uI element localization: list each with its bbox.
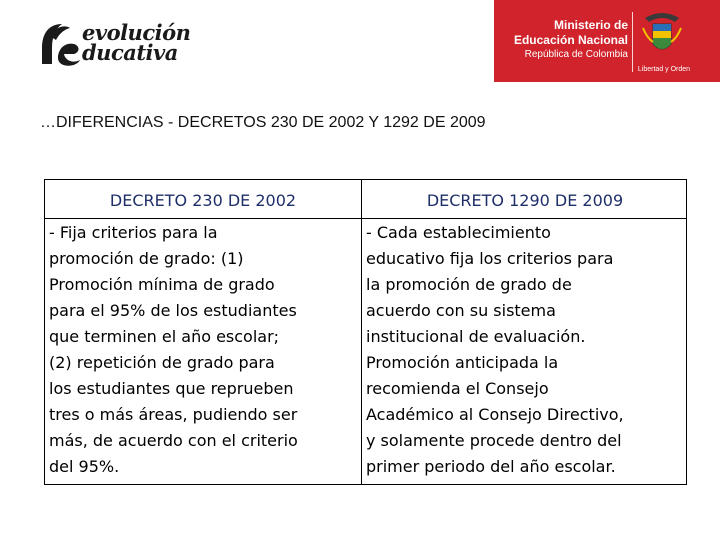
cell-line: primer periodo del año escolar. — [366, 457, 616, 476]
column-divider — [361, 180, 362, 484]
cell-line: para el 95% de los estudiantes — [49, 301, 297, 320]
cell-line: Académico al Consejo Directivo, — [366, 405, 624, 424]
cell-line: promoción de grado: (1) — [49, 249, 244, 268]
logo-text-line2: ducativa — [82, 40, 178, 65]
revolucion-educativa-logo — [36, 14, 196, 70]
cell-line: Promoción mínima de grado — [49, 275, 275, 294]
header — [0, 0, 720, 90]
column-header-decreto-1290: DECRETO 1290 DE 2009 — [426, 191, 624, 210]
ministry-divider — [632, 12, 633, 72]
cell-decreto-1290 — [366, 220, 684, 480]
ministry-text — [502, 18, 628, 62]
slide-title: …DIFERENCIAS - DECRETOS 230 DE 2002 Y 1292 DE 2009 — [40, 114, 486, 131]
cell-line: la promoción de grado de — [366, 275, 572, 294]
cell-line: Promoción anticipada la — [366, 353, 559, 372]
cell-decreto-230 — [49, 220, 359, 480]
cell-line: más, de acuerdo con el criterio — [49, 431, 298, 450]
ministry-line2: Educación Nacional — [513, 33, 628, 47]
colombia-coat-of-arms-icon — [641, 8, 683, 60]
cell-line: y solamente procede dentro del — [366, 431, 622, 450]
cell-line: los estudiantes que reprueben — [49, 379, 294, 398]
ministry-line3: República de Colombia — [524, 49, 628, 60]
seal-caption: Libertad y Orden — [637, 66, 691, 73]
cell-line: que terminen el año escolar; — [49, 327, 280, 346]
ministry-banner — [494, 0, 720, 82]
header-divider — [45, 218, 686, 219]
comparison-table — [44, 179, 687, 485]
cell-line: del 95%. — [49, 457, 120, 476]
cell-line: tres o más áreas, pudiendo ser — [49, 405, 298, 424]
logo-text-line1: evolución — [82, 20, 191, 45]
cell-line: educativo fija los criterios para — [366, 249, 614, 268]
ministry-line1: Ministerio de — [553, 18, 628, 32]
cell-line: institucional de evaluación. — [366, 327, 586, 346]
column-header-decreto-230: DECRETO 230 DE 2002 — [109, 191, 297, 210]
cell-line: acuerdo con su sistema — [366, 301, 556, 320]
cell-line: (2) repetición de grado para — [49, 353, 275, 372]
cell-line: - Cada establecimiento — [366, 223, 551, 242]
cell-line: - Fija criterios para la — [49, 223, 218, 242]
cell-line: recomienda el Consejo — [366, 379, 549, 398]
